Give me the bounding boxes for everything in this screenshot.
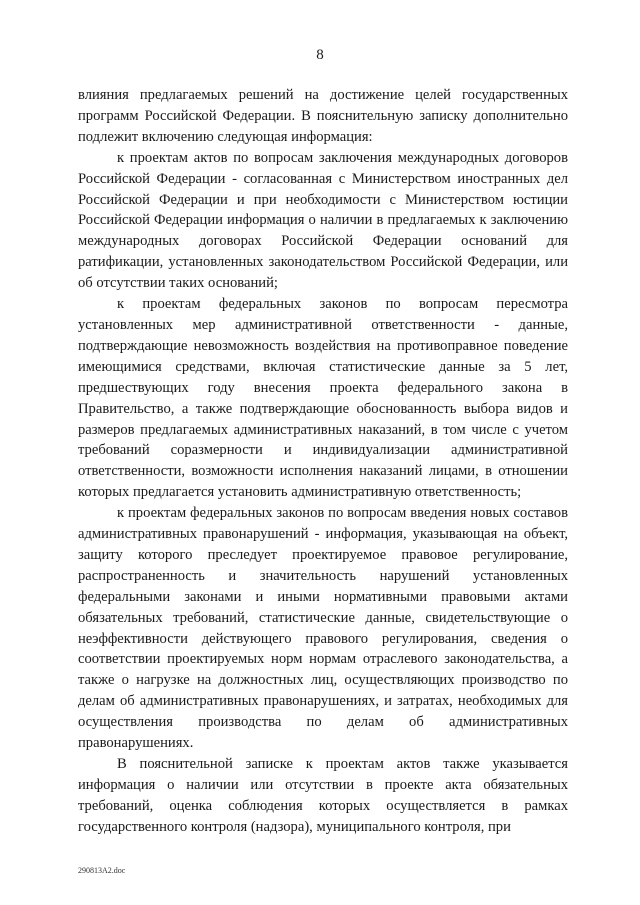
paragraph: влияния предлагаемых решений на достижение целей государственных программ Российской Федерации. В пояснительную записку дополнительно подлежит включению следующая информация: — [78, 87, 568, 145]
paragraph: В пояснительной записке к проектам актов также указывается информация о наличии или отсутствии в проекте акта обязательных требований, оценка соблюдения которых осуществляется в рамках государственного контроля (надзора), муниципального контроля, при — [78, 756, 568, 835]
paragraph: к проектам актов по вопросам заключения международных договоров Российской Федерации - согласованная с Министерством иностранных дел Российской Федерации и при необходимости с Министерством юстиции Российской Федерации информация о наличии в предлагаемых к заключению международных договорах Российской Федерации оснований для ратификации, установленных законодательством Российской Федерации, или об отсутствии таких оснований; — [78, 149, 568, 292]
footer-filename: 290813A2.doc — [78, 866, 126, 875]
page-number: 8 — [316, 47, 324, 63]
document-body — [78, 85, 568, 838]
paragraph: к проектам федеральных законов по вопросам пересмотра установленных мер административной ответственности - данные, подтверждающие невозможность воздействия на противоправное поведение имеющимися средствами, включая статистические данные за 5 лет, предшествующих году внесения проекта федерального закона в Правительство, а также подтверждающие обоснованность выбора видов и размеров предлагаемых административных наказаний, в том числе с учетом требований соразмерности и индивидуализации административной ответственности, возможности исполнения наказаний лицами, в отношении которых предлагается установить административную ответственность; — [78, 296, 568, 501]
paragraph: к проектам федеральных законов по вопросам введения новых составов административных правонарушений - информация, указывающая на объект, защиту которого преследует проектируемое правовое регулирование, распространенность и значительность нарушений установленных федеральными законами и иными нормативными правовыми актами обязательных требований, статистические данные, свидетельствующие о неэффективности действующего правового регулирования, сведения о соответствии проектируемых норм нормам отраслевого законодательства, а также о нагрузке на должностных лиц, осуществляющих производство по делам об административных правонарушениях, и затратах, необходимых для осуществления производства по делам об административных правонарушениях. — [78, 505, 568, 752]
